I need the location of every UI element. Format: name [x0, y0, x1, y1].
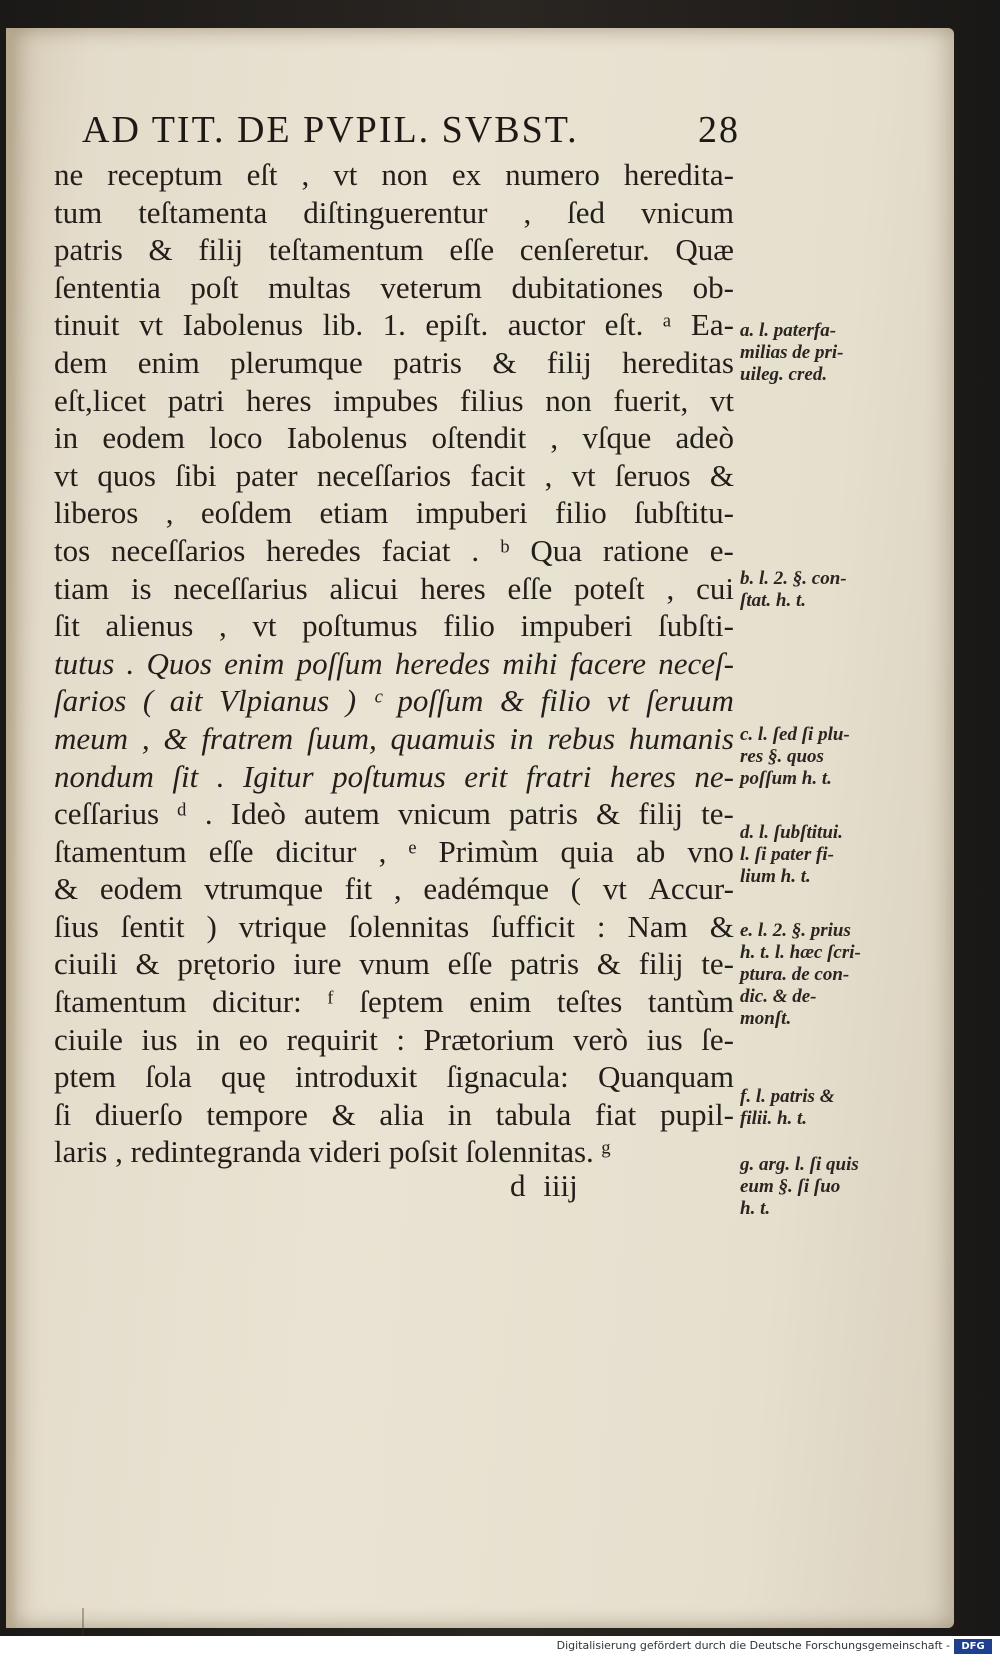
word: ſibi	[175, 457, 217, 493]
word: ſtamentum	[54, 984, 187, 1020]
word: patri	[167, 382, 225, 418]
word: patris	[54, 232, 123, 268]
word: :	[396, 1021, 405, 1057]
word: eſt	[246, 157, 278, 192]
word: fuerit,	[613, 382, 689, 418]
word: vſque	[582, 420, 652, 456]
word: dicitur	[275, 833, 357, 869]
word: fratri	[525, 758, 592, 794]
word: eſt,licet	[54, 382, 147, 418]
word: heres	[420, 570, 486, 606]
word: quamuis	[390, 720, 496, 756]
text-line	[54, 870, 734, 908]
text-line	[54, 1058, 734, 1096]
word: dubitationes	[511, 269, 664, 305]
word: Ideò	[230, 796, 286, 832]
word: tutus	[54, 645, 115, 681]
word: ſeptem	[359, 984, 444, 1020]
margin-note-e: e. l. 2. §. prius h. t. l. hæc ſcri- ptura. de con- dic. & de- monſt.	[740, 920, 861, 1029]
text-line	[54, 419, 734, 457]
margin-note-b: b. l. 2. §. con- ſtat. h. t.	[740, 568, 847, 611]
text-line	[54, 382, 734, 420]
word: quos	[97, 457, 156, 493]
word: vt	[333, 157, 358, 192]
text-line	[54, 231, 734, 269]
text-line	[54, 795, 734, 833]
word: (	[142, 683, 154, 719]
text-line	[54, 570, 734, 608]
word: 1.	[382, 307, 406, 343]
word: heres	[246, 382, 312, 418]
word: ſius	[54, 908, 99, 944]
text-line	[54, 306, 734, 344]
margin-note-g: g. arg. l. ſi quis eum §. ſi ſuo h. t.	[740, 1154, 859, 1219]
word: ſeruos	[614, 457, 691, 493]
word: vt	[602, 871, 627, 907]
word: auctor	[507, 307, 586, 343]
text-line-quotation	[54, 720, 734, 758]
word: etiam	[319, 495, 389, 531]
word: quia	[560, 833, 614, 869]
word: teſtamentum	[268, 232, 424, 268]
word: ſolennitas	[348, 908, 470, 944]
word: epiſt.	[425, 307, 489, 343]
text-line	[54, 833, 734, 871]
word: eſt.	[604, 307, 644, 343]
word: ex	[451, 157, 482, 192]
word: neceſſarius	[173, 570, 308, 606]
word: filio	[540, 683, 591, 719]
word: requirit	[286, 1021, 378, 1057]
word: pater	[235, 457, 298, 493]
text-line: laris , redintegranda videri poſsit ſolennitas. ᵍ	[54, 1134, 611, 1170]
word: Igitur	[242, 758, 314, 794]
word: ciuili	[54, 946, 118, 982]
text-line	[54, 908, 734, 946]
word: neceſ-	[658, 645, 734, 681]
word: faciat	[381, 532, 451, 568]
word: &	[709, 457, 734, 493]
word: non	[545, 382, 592, 418]
word: ab	[636, 833, 666, 869]
word: ſed	[567, 194, 606, 230]
word: ſubſti-	[658, 608, 734, 644]
word: .	[216, 758, 225, 794]
text-line-quotation	[54, 645, 734, 683]
word: ᶠ	[327, 984, 334, 1020]
word: ,	[141, 720, 150, 756]
word: vt	[252, 608, 277, 644]
word: eoſdem	[200, 495, 293, 531]
word: ſubſtitu-	[634, 495, 734, 531]
word: ſit	[172, 758, 199, 794]
word: alicui	[329, 570, 399, 606]
word: tiam	[54, 570, 110, 606]
text-line	[54, 269, 734, 307]
margin-note-d: d. l. ſubſtitui. l. ſi pater fi- lium h. t.	[740, 822, 843, 887]
word: Accur-	[648, 871, 734, 907]
word: eodem	[102, 420, 185, 456]
word: ait	[169, 683, 203, 719]
signature-mark: d iiij	[510, 1168, 578, 1203]
word: ius	[646, 1021, 683, 1057]
word: introduxit	[294, 1059, 418, 1095]
word: cenſeretur.	[519, 232, 650, 268]
word: )	[206, 908, 217, 944]
word: iure	[293, 946, 342, 982]
word: filius	[459, 382, 524, 418]
word: fiat	[594, 1096, 637, 1132]
word: vt	[138, 307, 164, 343]
word: tos	[54, 532, 91, 568]
word: tabula	[495, 1096, 572, 1132]
word: &	[135, 946, 160, 982]
margin-note-c: c. l. ſed ſi plu- res §. quos poſſum h. t.	[740, 724, 850, 789]
word: &	[54, 871, 79, 907]
word: alia	[379, 1096, 425, 1132]
word: Qua	[530, 532, 583, 568]
word: ,	[378, 833, 387, 869]
text-line	[54, 457, 734, 495]
digitization-footer	[0, 1636, 1000, 1658]
word: vt	[607, 683, 630, 719]
word: &	[148, 232, 173, 268]
word: plerumque	[230, 344, 363, 380]
word: neceſſarios	[111, 532, 246, 568]
word: ne	[54, 157, 84, 192]
word: enim	[469, 984, 532, 1020]
word: &	[596, 946, 621, 982]
word: ne-	[694, 758, 734, 794]
word: fit	[344, 871, 373, 907]
word: enim	[137, 344, 200, 380]
word: filio	[443, 608, 495, 644]
word: ſe-	[701, 1021, 734, 1057]
word: poſſum	[296, 645, 383, 681]
word: ob-	[692, 269, 734, 305]
word: numero	[505, 157, 600, 192]
word: rebus	[547, 720, 616, 756]
word: Quanquam	[597, 1059, 734, 1095]
word: ſola	[145, 1059, 192, 1095]
word: ,	[218, 608, 227, 644]
word: filij	[198, 232, 244, 268]
word: impubes	[333, 382, 439, 418]
word: .	[204, 796, 213, 832]
word: ᶜ	[372, 683, 381, 719]
word: )	[345, 683, 357, 719]
word: facere	[569, 645, 647, 681]
word: facit	[470, 457, 526, 493]
word: ciuile	[54, 1021, 123, 1057]
text-line-quotation	[54, 758, 734, 796]
word: eo	[238, 1021, 269, 1057]
word: &	[331, 1096, 356, 1132]
word: Prætorium	[423, 1021, 555, 1057]
text-line-quotation	[54, 682, 734, 720]
word: eodem	[99, 871, 183, 907]
word: hereditas	[622, 344, 734, 380]
word: Nam	[627, 908, 688, 944]
word: ,	[301, 157, 310, 192]
word: is	[130, 570, 152, 606]
word: teſtes	[556, 984, 623, 1020]
word: ,	[666, 570, 675, 606]
text-line	[54, 344, 734, 382]
word: prętorio	[177, 946, 276, 982]
word: poſſum	[397, 683, 484, 719]
word: te-	[701, 796, 734, 832]
word: Quæ	[675, 232, 734, 268]
word: vt	[54, 457, 79, 493]
word: Iabolenus	[182, 307, 304, 343]
word: ᵈ	[177, 796, 187, 832]
word: ᵇ	[499, 532, 510, 568]
word: autem	[304, 796, 380, 832]
word: ,	[165, 495, 174, 531]
text-line	[54, 532, 734, 570]
word: poſt	[190, 269, 239, 305]
word: vnicum	[640, 194, 734, 230]
word: vt	[709, 382, 734, 418]
word: dicitur:	[212, 984, 302, 1020]
word: ſit	[54, 608, 80, 644]
word: teſtamenta	[138, 194, 268, 230]
word: ,	[550, 420, 559, 456]
word: vtrique	[238, 908, 327, 944]
word: ceſſarius	[54, 796, 160, 832]
word: ſufficit	[491, 908, 575, 944]
word: in	[447, 1096, 472, 1132]
text-line	[54, 945, 734, 983]
word: e-	[709, 532, 734, 568]
word: &	[163, 720, 188, 756]
text-line	[54, 983, 734, 1021]
word: tantùm	[647, 984, 734, 1020]
word: loco	[209, 420, 263, 456]
text-line	[54, 1096, 734, 1134]
word: Ea-	[690, 307, 734, 343]
word: in	[509, 720, 534, 756]
word: humanis	[628, 720, 734, 756]
word: ratione	[602, 532, 689, 568]
word: &	[709, 908, 734, 944]
word: filio	[555, 495, 607, 531]
word: impuberi	[415, 495, 528, 531]
word: vno	[687, 833, 734, 869]
word: in	[54, 420, 79, 456]
word: ius	[141, 1021, 178, 1057]
word: vnicum	[397, 796, 491, 832]
word: ſententia	[54, 269, 161, 305]
text-line	[54, 494, 734, 532]
word: heredes	[266, 532, 361, 568]
word: Quos	[146, 645, 212, 681]
word: oſtendit	[431, 420, 527, 456]
funding-credit: Digitalisierung gefördert durch die Deutsche Forschungsgemeinschaft -	[556, 1639, 950, 1652]
word: ſtamentum	[54, 833, 187, 869]
word: vtrumque	[204, 871, 323, 907]
word: Primùm	[438, 833, 539, 869]
word: .	[126, 645, 135, 681]
word: eadémque	[423, 871, 549, 907]
word: diſtinguerentur	[303, 194, 488, 230]
word: Iabolenus	[286, 420, 408, 456]
text-line	[54, 1021, 734, 1059]
word: ptem	[54, 1059, 116, 1095]
word: eſſe	[208, 833, 254, 869]
word: heredes	[394, 645, 491, 681]
word: ſeruum	[646, 683, 734, 719]
word: non	[381, 157, 428, 192]
margin-note-f: f. l. patris & filii. h. t.	[740, 1086, 835, 1129]
word: fratrem	[201, 720, 294, 756]
text-line	[54, 607, 734, 645]
word: meum	[54, 720, 129, 756]
word: patris	[509, 796, 578, 832]
running-title: AD TIT. DE PVPIL. SVBST.	[82, 109, 579, 151]
word: eſſe	[449, 232, 495, 268]
word: heredita-	[623, 157, 734, 192]
word: veterum	[380, 269, 482, 305]
word: filij	[638, 796, 684, 832]
word: impuberi	[520, 608, 633, 644]
word: erit	[464, 758, 508, 794]
word: eſſe	[447, 946, 493, 982]
word: ſignacula:	[446, 1059, 569, 1095]
margin-note-a: a. l. paterfa- milias de pri- uileg. cred.	[740, 320, 844, 385]
word: lib.	[322, 307, 364, 343]
word: filij	[546, 344, 592, 380]
word: ſuum,	[306, 720, 377, 756]
word: alienus	[105, 608, 194, 644]
word: poteſt	[574, 570, 645, 606]
word: adeò	[675, 420, 734, 456]
main-text-block	[54, 156, 734, 1171]
word: tum	[54, 194, 103, 230]
word: eſſe	[507, 570, 553, 606]
word: verò	[572, 1021, 629, 1057]
word: Vlpianus	[219, 683, 330, 719]
word: cui	[696, 570, 734, 606]
word: ſarios	[54, 683, 127, 719]
word: vt	[571, 457, 596, 493]
word: enim	[224, 645, 285, 681]
word: (	[570, 871, 581, 907]
word: :	[596, 908, 606, 944]
word: ſentit	[120, 908, 185, 944]
word: multas	[268, 269, 351, 305]
word: quę	[220, 1059, 266, 1095]
word: ᵉ	[408, 833, 417, 869]
word: heres	[609, 758, 676, 794]
word: ſi	[54, 1096, 72, 1132]
word: ,	[393, 871, 402, 907]
word: vnum	[359, 946, 430, 982]
word: filij	[638, 946, 684, 982]
word: receptum	[107, 157, 223, 192]
word: ,	[544, 457, 553, 493]
folio-number: 28	[698, 109, 740, 151]
word: mihi	[502, 645, 558, 681]
word: &	[499, 683, 525, 719]
word: poſtumus	[332, 758, 446, 794]
word: .	[471, 532, 480, 568]
word: liberos	[54, 495, 139, 531]
dfg-logo: DFG	[954, 1639, 992, 1654]
word: poſtumus	[302, 608, 418, 644]
word: in	[196, 1021, 221, 1057]
word: dem	[54, 344, 108, 380]
word: &	[596, 796, 621, 832]
text-line	[54, 156, 734, 194]
word: tempore	[206, 1096, 308, 1132]
word: patris	[510, 946, 580, 982]
text-line	[54, 194, 734, 232]
word: ᵃ	[662, 307, 672, 343]
word: diuerſo	[94, 1096, 183, 1132]
word: ,	[523, 194, 532, 230]
word: patris	[393, 344, 462, 380]
word: pupil-	[659, 1096, 734, 1132]
word: te-	[701, 946, 734, 982]
word: tinuit	[54, 307, 120, 343]
word: neceſſarios	[316, 457, 452, 493]
page-gutter-shadow	[6, 28, 18, 1628]
word: nondum	[54, 758, 154, 794]
word: &	[492, 344, 517, 380]
